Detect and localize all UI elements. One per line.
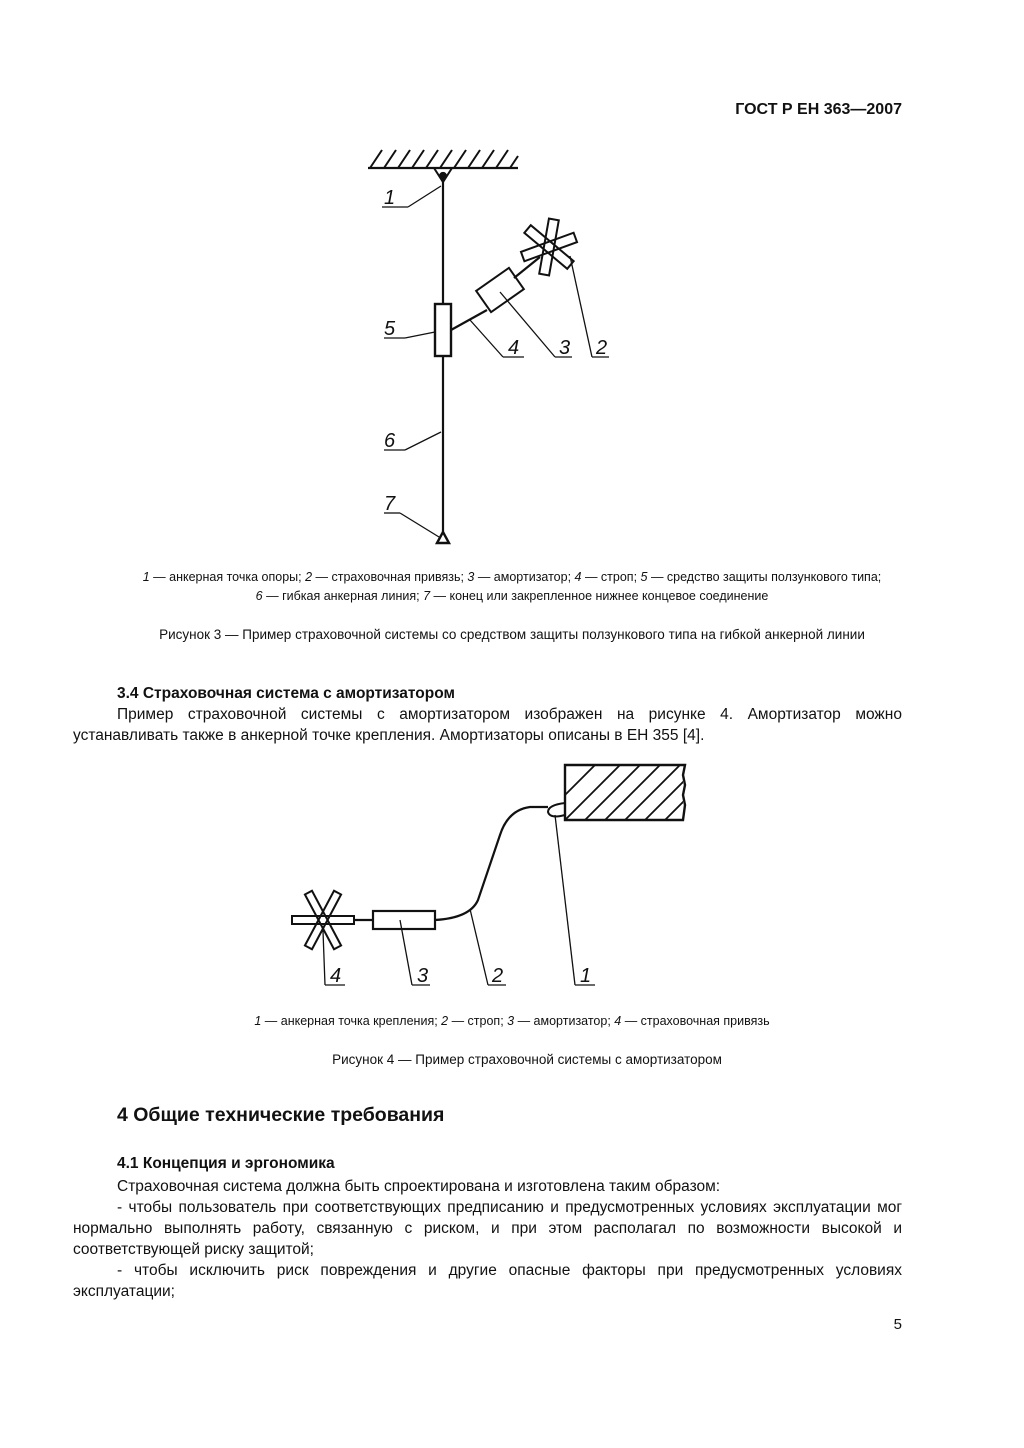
callout-1: 1 xyxy=(384,187,396,209)
callout-2: 2 xyxy=(492,965,504,987)
callout-1: 1 xyxy=(580,965,592,987)
document-header: ГОСТ Р ЕН 363—2007 xyxy=(735,101,902,118)
lanyard xyxy=(435,807,548,920)
figure-3-diagram xyxy=(340,140,640,560)
callout-4: 4 xyxy=(330,965,342,987)
callout-4: 4 xyxy=(508,337,520,359)
figure-3-legend xyxy=(60,568,964,606)
callout-leaders xyxy=(323,815,595,985)
callout-labels xyxy=(384,187,607,515)
figure-4-caption: Рисунок 4 — Пример страховочной системы с амортизатором xyxy=(332,1052,722,1067)
callout-3: 3 xyxy=(559,337,571,359)
callout-7: 7 xyxy=(384,493,396,515)
lanyard xyxy=(451,310,487,330)
section-4-1-intro: Страховочная система должна быть спроектирована и изготовлена таким образом: xyxy=(117,1178,721,1195)
figure-4-legend: 1 — анкерная точка крепления; 2 — строп; 3 — амортизатор; 4 — страховочная привязь xyxy=(254,1014,770,1028)
callout-5: 5 xyxy=(384,318,396,340)
slider-device xyxy=(435,304,451,356)
shock-absorber xyxy=(373,911,435,929)
section-3-4-text: Пример страховочной системы с амортизатором изображен на рисунке 4. Амортизатор можно устанавливать также в анкерной точке крепления. Амортизаторы описаны в ЕН 355 [4]. xyxy=(73,706,902,744)
callout-6: 6 xyxy=(384,430,396,452)
section-3-4-heading: 3.4 Страховочная система с амортизатором xyxy=(117,685,455,702)
section-4-heading: 4 Общие технические требования xyxy=(117,1104,445,1126)
ceiling-hatch xyxy=(368,150,518,168)
list-item: - чтобы исключить риск повреждения и другие опасные факторы при предусмотренных условиях эксплуатации; xyxy=(73,1262,902,1300)
list-item: - чтобы пользователь при соответствующих предписанию и предусмотренных условиях эксплуатации мог нормально выполнять работу, связанную с риском, и при этом располагал по возможности высокой и соответствующей риску защитой; xyxy=(73,1199,902,1258)
anchor-block xyxy=(565,765,700,820)
callout-2: 2 xyxy=(596,337,608,359)
section-4-1-body xyxy=(73,1176,902,1302)
figure-3-legend-line-1: 1 — анкерная точка опоры; 2 — страховочная привязь; 3 — амортизатор; 4 — строп; 5 — средство защиты ползункового типа; xyxy=(142,570,882,584)
callout-3: 3 xyxy=(417,965,429,987)
section-4-1-heading: 4.1 Концепция и эргономика xyxy=(117,1155,335,1172)
anchor-point xyxy=(548,803,565,816)
figure-3-caption: Рисунок 3 — Пример страховочной системы со средством защиты ползункового типа на гибкой анкерной линии xyxy=(159,627,865,642)
callout-labels xyxy=(330,965,591,987)
figure-4-diagram xyxy=(280,755,700,995)
figure-3-legend-line-2: 6 — гибкая анкерная линия; 7 — конец или закрепленное нижнее концевое соединение xyxy=(255,589,769,603)
bottom-end xyxy=(437,532,449,543)
page-number: 5 xyxy=(893,1316,902,1333)
section-3-4 xyxy=(73,683,902,746)
